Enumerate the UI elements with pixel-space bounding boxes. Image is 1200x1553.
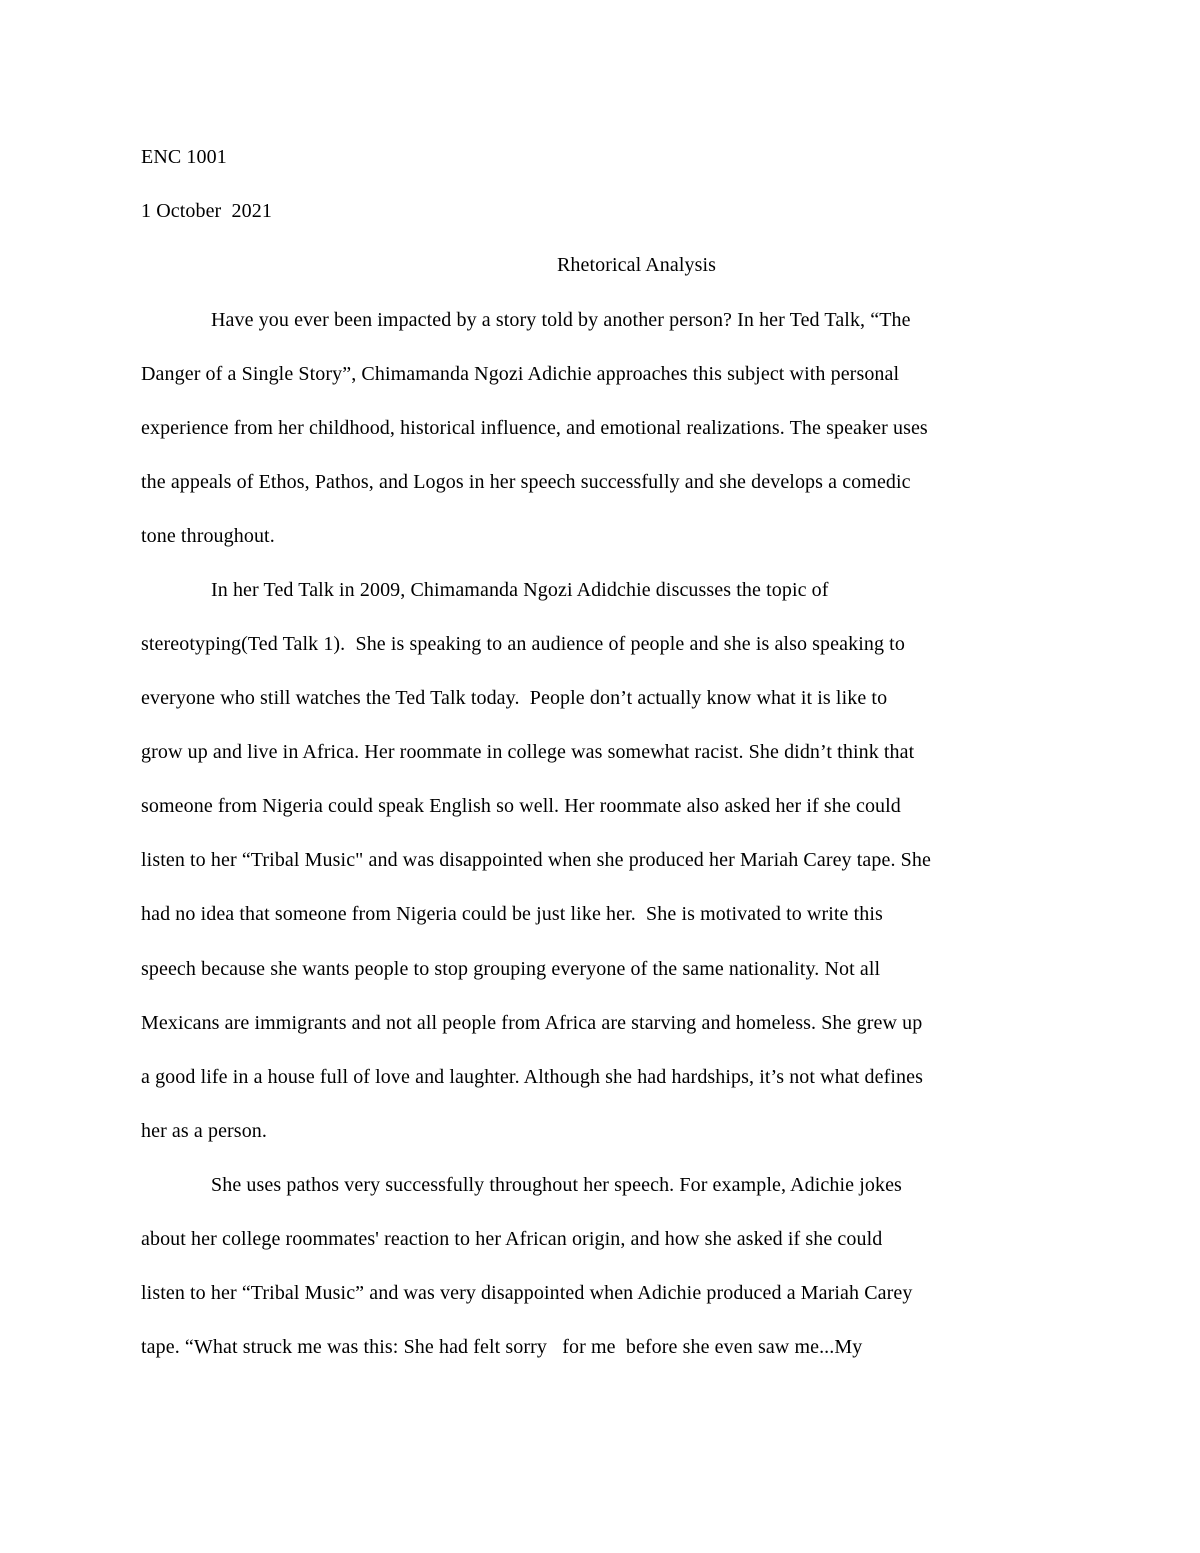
paragraph-line: listen to her “Tribal Music" and was disappointed when she produced her Mariah Carey tape. She (141, 849, 931, 871)
paragraph-line: experience from her childhood, historical influence, and emotional realizations. The speaker uses (141, 417, 928, 439)
paragraph-line: She uses pathos very successfully throughout her speech. For example, Adichie jokes (211, 1174, 902, 1196)
course-heading: ENC 1001 (141, 146, 227, 168)
paragraph-line: tape. “What struck me was this: She had felt sorry for me before she even saw me...My (141, 1336, 863, 1358)
date-heading: 1 October 2021 (141, 200, 272, 222)
paragraph-line: her as a person. (141, 1120, 267, 1142)
paragraph-line: stereotyping(Ted Talk 1). She is speaking to an audience of people and she is also speaking to (141, 633, 905, 655)
paragraph-line: the appeals of Ethos, Pathos, and Logos in her speech successfully and she develops a comedic (141, 471, 911, 493)
document-title: Rhetorical Analysis (556, 254, 717, 276)
paragraph-line: about her college roommates' reaction to her African origin, and how she asked if she could (141, 1228, 883, 1250)
paragraph-line: Danger of a Single Story”, Chimamanda Ngozi Adichie approaches this subject with personal (141, 363, 900, 385)
paragraph-line: Mexicans are immigrants and not all people from Africa are starving and homeless. She grew up (141, 1012, 923, 1034)
paragraph-line: tone throughout. (141, 525, 275, 547)
paragraph-line: Have you ever been impacted by a story told by another person? In her Ted Talk, “The (211, 309, 911, 331)
paragraph-line: grow up and live in Africa. Her roommate in college was somewhat racist. She didn’t think that (141, 741, 915, 763)
paragraph-line: In her Ted Talk in 2009, Chimamanda Ngozi Adidchie discusses the topic of (211, 579, 829, 601)
paragraph-line: someone from Nigeria could speak English so well. Her roommate also asked her if she could (141, 795, 901, 817)
paragraph-line: everyone who still watches the Ted Talk today. People don’t actually know what it is like to (141, 687, 888, 709)
paragraph-line: a good life in a house full of love and laughter. Although she had hardships, it’s not what defines (141, 1066, 923, 1088)
paragraph-line: speech because she wants people to stop grouping everyone of the same nationality. Not all (141, 958, 881, 980)
paragraph-line: had no idea that someone from Nigeria could be just like her. She is motivated to write this (141, 903, 883, 925)
paragraph-line: listen to her “Tribal Music” and was very disappointed when Adichie produced a Mariah Carey (141, 1282, 913, 1304)
